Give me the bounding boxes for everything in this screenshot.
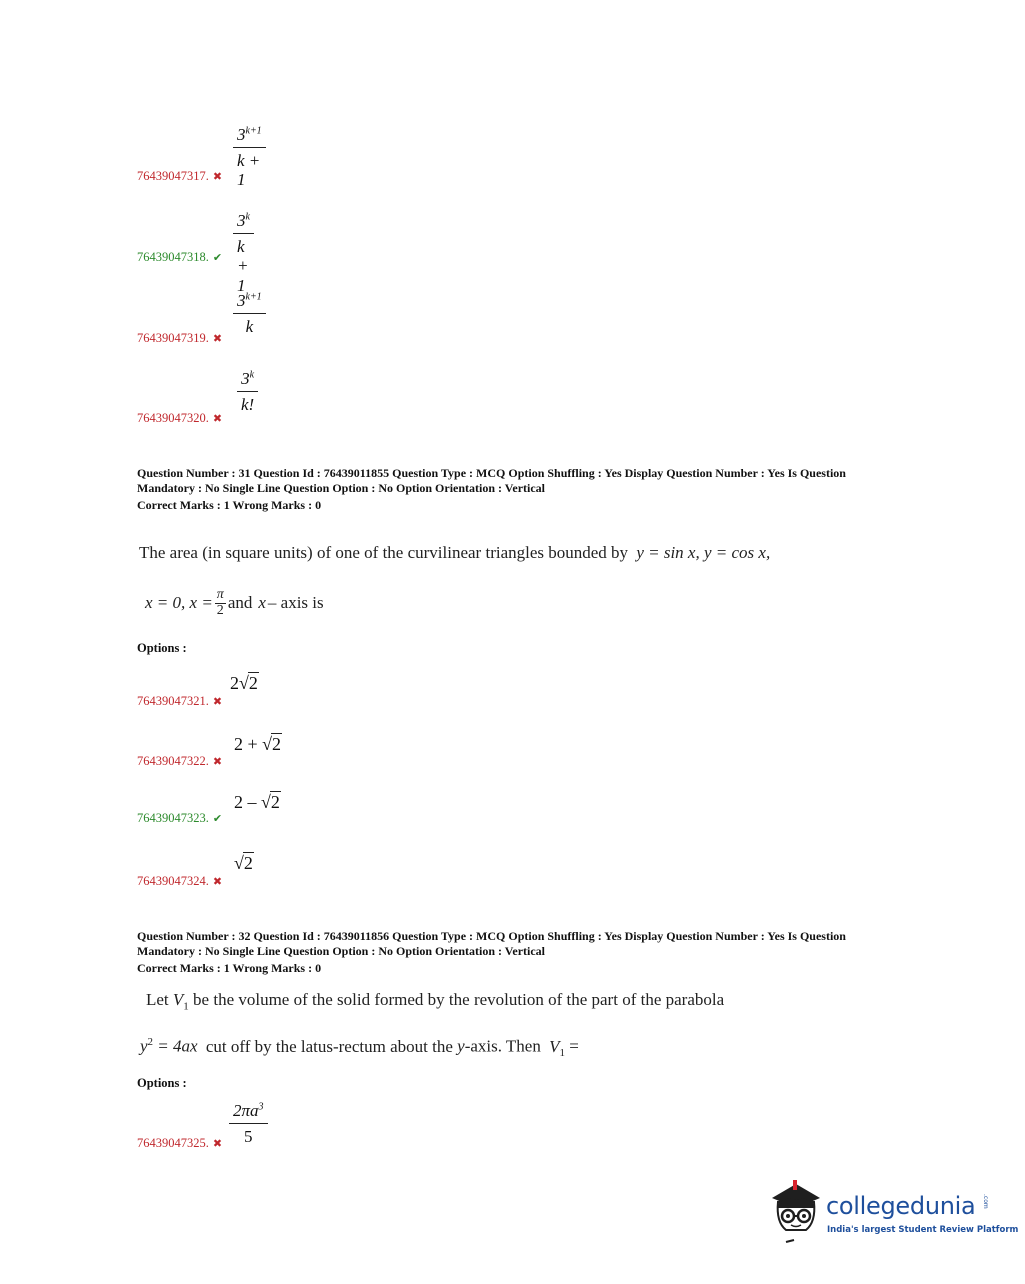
- question-31-text-line1: The area (in square units) of one of the curvilinear triangles bounded by y = sin x, y = cos x,: [139, 543, 771, 562]
- pi-over-2-fraction: $\frac{\pi}{2}$: [216, 587, 224, 618]
- option-id: 76439047323. ✔: [137, 811, 223, 825]
- question-32-options-label: Options :: [137, 1076, 187, 1090]
- wrong-mark-icon: ✖: [212, 696, 223, 708]
- wrong-mark-icon: ✖: [212, 413, 223, 425]
- option-id: 76439047325. ✖: [137, 1136, 223, 1150]
- option-id: 76439047317. ✖: [137, 169, 223, 183]
- correct-check-icon: ✔: [212, 813, 223, 825]
- option-id: 76439047324. ✖: [137, 874, 223, 888]
- option-fraction: $\frac{3^{k+1}}{k}$: [233, 291, 266, 336]
- option-math: 2√2: [230, 673, 258, 693]
- question-32-text-line1: Let $V_1$ be the volume of the solid formed by the revolution of the part of the parabola: [146, 990, 725, 1013]
- correct-check-icon: ✔: [212, 252, 223, 264]
- option-id: 76439047321. ✖: [137, 694, 223, 708]
- question-31-text-line2: x = 0, x = $\frac{\pi}{2}$ and x – axis is: [145, 587, 324, 618]
- option-math: 2 – √2: [234, 792, 280, 812]
- wrong-mark-icon: ✖: [212, 1138, 223, 1150]
- logo-tagline: India's largest Student Review Platform: [827, 1225, 1019, 1235]
- option-id: 76439047319. ✖: [137, 331, 223, 345]
- option-id: 76439047320. ✖: [137, 411, 223, 425]
- mascot-icon: [766, 1178, 824, 1246]
- logo-wordmark: collegedunia: [826, 1192, 976, 1220]
- option-fraction: $\frac{3^{k+1}}{k + 1}$: [233, 125, 266, 190]
- question-32-meta: Question Number : 32 Question Id : 76439011856 Question Type : MCQ Option Shuffling : Yes Display Question Number : Yes Is Question Mandatory : No Single Line Question Option : No Option Orientation : Vertical Correct Marks : 1 Wrong Marks : 0: [137, 929, 846, 975]
- question-32-text-line2: $y^2 = 4ax$ cut off by the latus-rectum about the y-axis. Then $V_1$ =: [140, 1036, 579, 1060]
- question-31-options-label: Options :: [137, 641, 187, 655]
- option-fraction: $\frac{2\pi a^3}{5}$: [229, 1101, 268, 1146]
- wrong-mark-icon: ✖: [212, 171, 223, 183]
- option-math: 2 + √2: [234, 734, 282, 754]
- wrong-mark-icon: ✖: [212, 876, 223, 888]
- question-31-meta: Question Number : 31 Question Id : 76439011855 Question Type : MCQ Option Shuffling : Yes Display Question Number : Yes Is Question Mandatory : No Single Line Question Option : No Option Orientation : Vertical Correct Marks : 1 Wrong Marks : 0: [137, 466, 846, 512]
- collegedunia-logo[interactable]: [766, 1178, 1019, 1248]
- option-id: 76439047318. ✔: [137, 250, 223, 264]
- option-math: √2: [234, 853, 253, 873]
- option-fraction: $\frac{3^k}{k!}$: [237, 369, 258, 414]
- wrong-mark-icon: ✖: [212, 333, 223, 345]
- logo-com: .com: [982, 1194, 989, 1209]
- option-fraction: $\frac{3^k}{k + 1}$: [233, 211, 254, 295]
- option-id: 76439047322. ✖: [137, 754, 223, 768]
- wrong-mark-icon: ✖: [212, 756, 223, 768]
